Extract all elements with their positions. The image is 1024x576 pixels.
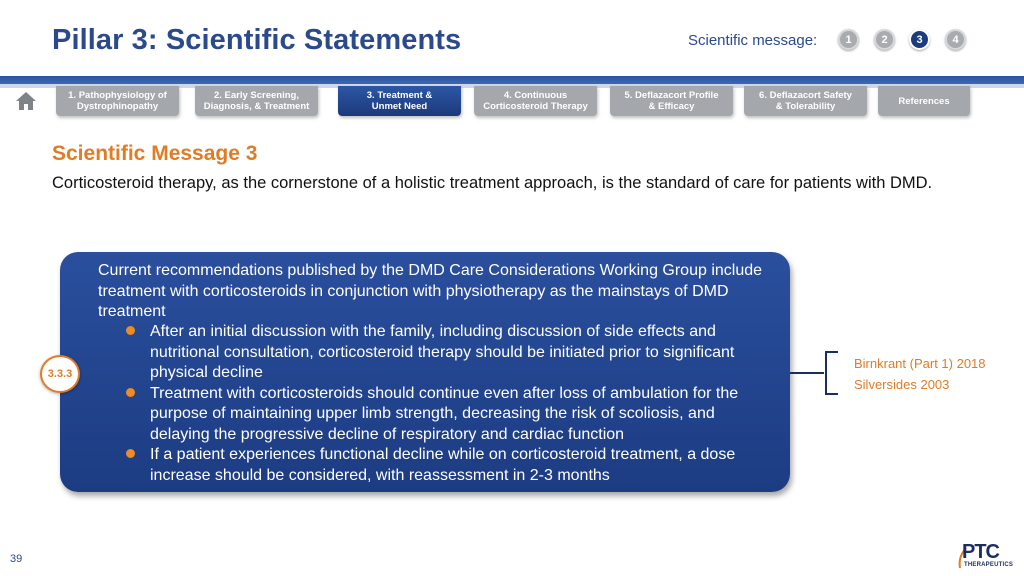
tab-deflazacort-profile[interactable]: 5. Deflazacort Profile & Efficacy	[610, 86, 733, 116]
bullet-text: If a patient experiences functional decline while on corticosteroid treatment, a dose increase should be considered, with reassessment in 2-3 months	[150, 446, 736, 484]
list-item	[98, 445, 778, 486]
statement-intro: Current recommendations published by the DMD Care Considerations Working Group include treatment with corticosteroids in conjunction with physiotherapy as the mainstays of DMD treatment	[98, 262, 763, 320]
list-item	[98, 384, 778, 446]
reference-bracket-connector	[790, 350, 840, 396]
list-item	[98, 322, 778, 384]
statement-bullet-list	[98, 322, 778, 486]
statement-number-badge: 3.3.3	[40, 355, 80, 393]
scientific-message-1-button[interactable]: 1	[838, 29, 859, 50]
bullet-dot-icon	[126, 326, 135, 335]
ptc-logo	[956, 541, 1016, 571]
bullet-dot-icon	[126, 388, 135, 397]
bullet-text: Treatment with corticosteroids should continue even after loss of ambulation for the purpose of maintaining upper limb strength, decreasing the risk of scoliosis, and delaying the progressive decline of respiratory and cardiac function	[150, 384, 739, 443]
scientific-message-label: Scientific message:	[688, 32, 818, 49]
page-title: Pillar 3: Scientific Statements	[52, 24, 462, 56]
logo-subtext: THERAPEUTICS	[964, 562, 1014, 568]
reference-link-birnkrant[interactable]: Birnkrant (Part 1) 2018	[854, 356, 986, 371]
home-button[interactable]	[15, 90, 37, 112]
scientific-message-text: Corticosteroid therapy, as the cornerstone of a holistic treatment approach, is the standard of care for patients with DMD.	[52, 174, 933, 192]
references-list	[854, 353, 986, 395]
scientific-message-4-button[interactable]: 4	[945, 29, 966, 50]
home-icon	[15, 90, 37, 112]
tab-early-screening[interactable]: 2. Early Screening, Diagnosis, & Treatment	[195, 86, 318, 116]
logo-text: PTC	[962, 541, 999, 563]
tab-pathophysiology[interactable]: 1. Pathophysiology of Dystrophinopathy	[56, 86, 179, 116]
tab-deflazacort-safety[interactable]: 6. Deflazacort Safety & Tolerability	[744, 86, 867, 116]
header-band	[0, 76, 1024, 84]
tab-references[interactable]: References	[878, 86, 970, 116]
scientific-message-heading: Scientific Message 3	[52, 142, 258, 165]
reference-link-silversides[interactable]: Silversides 2003	[854, 377, 950, 392]
bullet-dot-icon	[126, 449, 135, 458]
bullet-text: After an initial discussion with the family, including discussion of side effects and nutritional consultation, corticosteroid therapy should be initiated prior to significant physical decline	[150, 323, 735, 381]
tab-treatment-unmet-need[interactable]: 3. Treatment & Unmet Need	[338, 86, 461, 116]
page-number: 39	[10, 553, 23, 565]
tab-continuous-corticosteroid[interactable]: 4. Continuous Corticosteroid Therapy	[474, 86, 597, 116]
scientific-message-3-button[interactable]: 3	[909, 29, 930, 50]
statement-panel	[60, 252, 790, 492]
scientific-message-2-button[interactable]: 2	[874, 29, 895, 50]
